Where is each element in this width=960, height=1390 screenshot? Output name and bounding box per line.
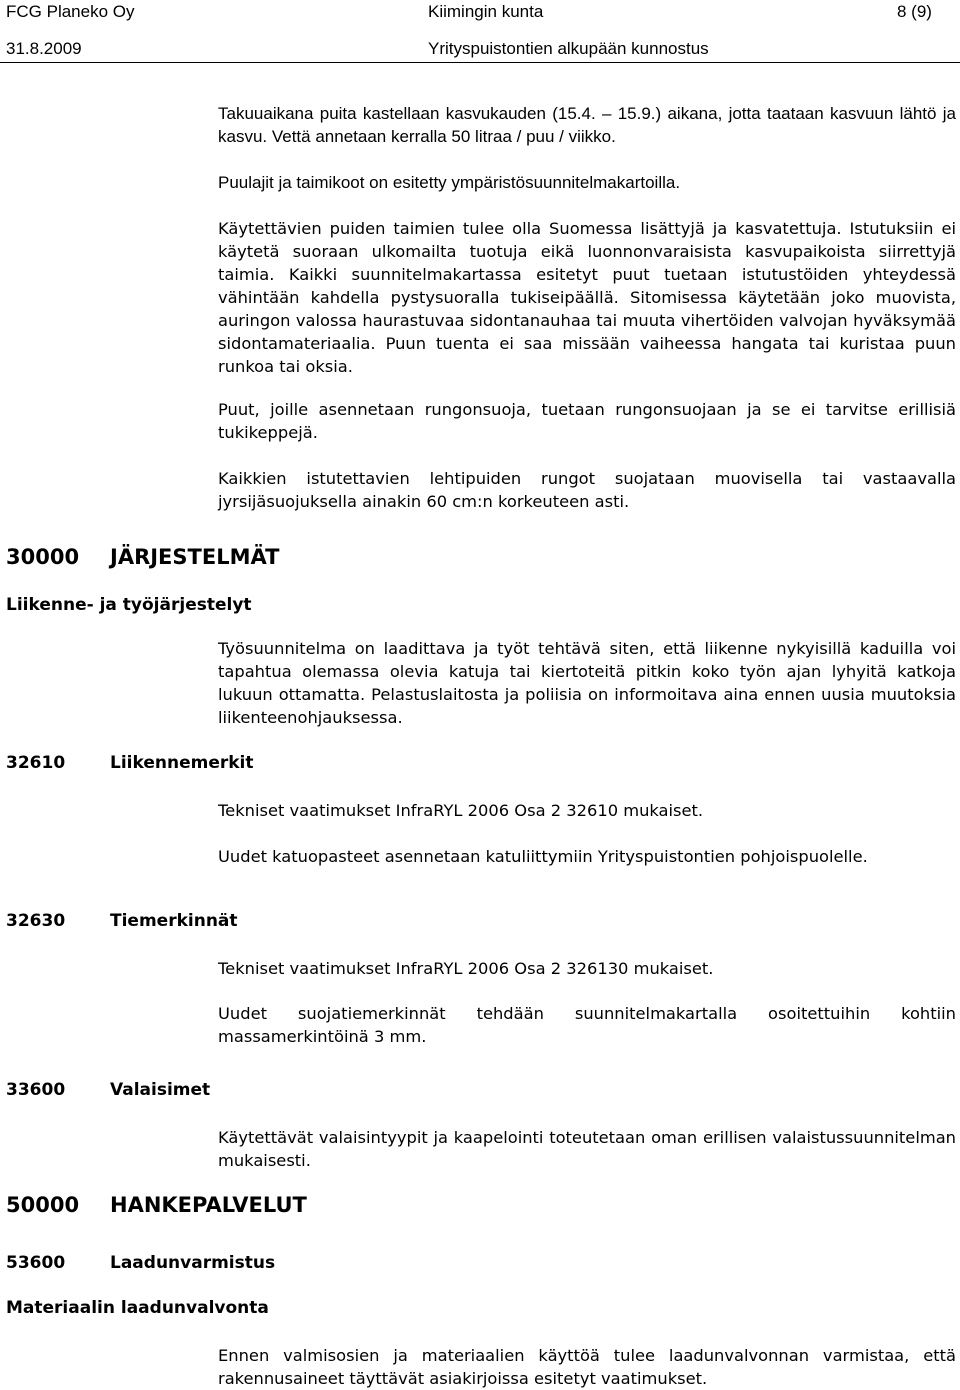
- header-page-number: 8 (9): [897, 2, 932, 21]
- section-title: Valaisimet: [110, 1080, 211, 1100]
- section-number: 53600: [6, 1253, 66, 1273]
- paragraph-lighting: Käytettävät valaisintyypit ja kaapelointi toteutetaan oman erillisen valaistussuunnitelman mukaisesti.: [218, 1128, 956, 1170]
- section-heading-32610: [6, 753, 254, 773]
- section-number: 32610: [6, 753, 66, 773]
- paragraph-crosswalk-markings: Uudet suojatiemerkinnät tehdään suunnitelmakartalla osoitettuihin kohtiin massamerkintöinä 3 mm.: [218, 1004, 956, 1046]
- paragraph-watering: Takuuaikana puita kastellaan kasvukauden (15.4. – 15.9.) aikana, jotta taataan kasvuun lähtö ja kasvu. Vettä annetaan kerralla 50 litraa / puu / viikko.: [218, 104, 956, 146]
- subheading-traffic-arrangements: Liikenne- ja työjärjestelyt: [6, 595, 252, 615]
- section-title: Laadunvarmistus: [110, 1253, 276, 1273]
- paragraph-32610-requirements: Tekniset vaatimukset InfraRYL 2006 Osa 2 32610 mukaiset.: [218, 801, 704, 820]
- section-title: Tiemerkinnät: [110, 911, 238, 931]
- header-client: Kiimingin kunta: [428, 2, 544, 21]
- page-header: [0, 0, 960, 63]
- header-project: Yrityspuistontien alkupään kunnostus: [428, 39, 709, 58]
- section-number: 32630: [6, 911, 66, 931]
- paragraph-32630-requirements: Tekniset vaatimukset InfraRYL 2006 Osa 2 326130 mukaiset.: [218, 959, 714, 978]
- paragraph-traffic-plan: Työsuunnitelma on laadittava ja työt tehtävä siten, että liikenne nykyisillä kaduilla voi tapahtua olemassa olevia katuja tai kiertoteitä pitkin koko työn ajan lyhyitä katkoja lukuun ottamatta. Pelastuslaitosta ja poliisia on informoitava aina ennen uusia muutoksia liikenteenohjauksessa.: [218, 639, 956, 727]
- paragraph-material-quality: Ennen valmisosien ja materiaalien käyttöä tulee laadunvalvonnan varmistaa, että rakennusaineet täyttävät asiakirjoissa esitetyt vaatimukset.: [218, 1346, 956, 1388]
- section-title: Liikennemerkit: [110, 753, 254, 773]
- section-heading-50000: [6, 1193, 307, 1217]
- paragraph-street-signs: Uudet katuopasteet asennetaan katuliittymiin Yrityspuistontien pohjoispuolelle.: [218, 847, 868, 866]
- section-heading-53600: [6, 1253, 275, 1273]
- section-heading-32630: [6, 911, 238, 931]
- header-date: 31.8.2009: [6, 39, 82, 58]
- section-number: 33600: [6, 1080, 66, 1100]
- section-heading-33600: [6, 1080, 210, 1100]
- paragraph-tree-species: Puulajit ja taimikoot on esitetty ympäristösuunnitelmakartoilla.: [218, 173, 681, 192]
- paragraph-rodent-guard: Kaikkien istutettavien lehtipuiden rungot suojataan muovisella tai vastaavalla jyrsijäsuojuksella ainakin 60 cm:n korkeuteen asti.: [218, 469, 956, 511]
- paragraph-seedlings: Käytettävien puiden taimien tulee olla Suomessa lisättyjä ja kasvatettuja. Istutuksiin ei käytetä suoraan ulkomailta tuotuja eikä luonnonvaraisista kasvupaikoista siirrettyjä taimia. Kaikki suunnitelmakartassa esitetyt puut tuetaan istutustöiden yhteydessä vähintään kahdella pystysuoralla tukiseipäällä. Sitomisessa käytetään joko muovista, auringon valossa haurastuvaa sidontanauhaa tai muuta vihertöiden valvojan hyväksymää sidontamateriaalia. Puun tuenta ei saa missään vaiheessa hangata tai kuristaa puun runkoa tai oksia.: [218, 219, 956, 376]
- section-number: 50000: [6, 1193, 80, 1217]
- subheading-material-quality-control: Materiaalin laadunvalvonta: [6, 1298, 269, 1318]
- section-heading-30000: [6, 545, 279, 569]
- section-title: JÄRJESTELMÄT: [110, 545, 280, 569]
- section-number: 30000: [6, 545, 80, 569]
- section-title: HANKEPALVELUT: [110, 1193, 307, 1217]
- paragraph-trunk-guard: Puut, joille asennetaan rungonsuoja, tuetaan rungonsuojaan ja se ei tarvitse erillisiä tukikeppejä.: [218, 400, 956, 442]
- header-company: FCG Planeko Oy: [6, 2, 135, 21]
